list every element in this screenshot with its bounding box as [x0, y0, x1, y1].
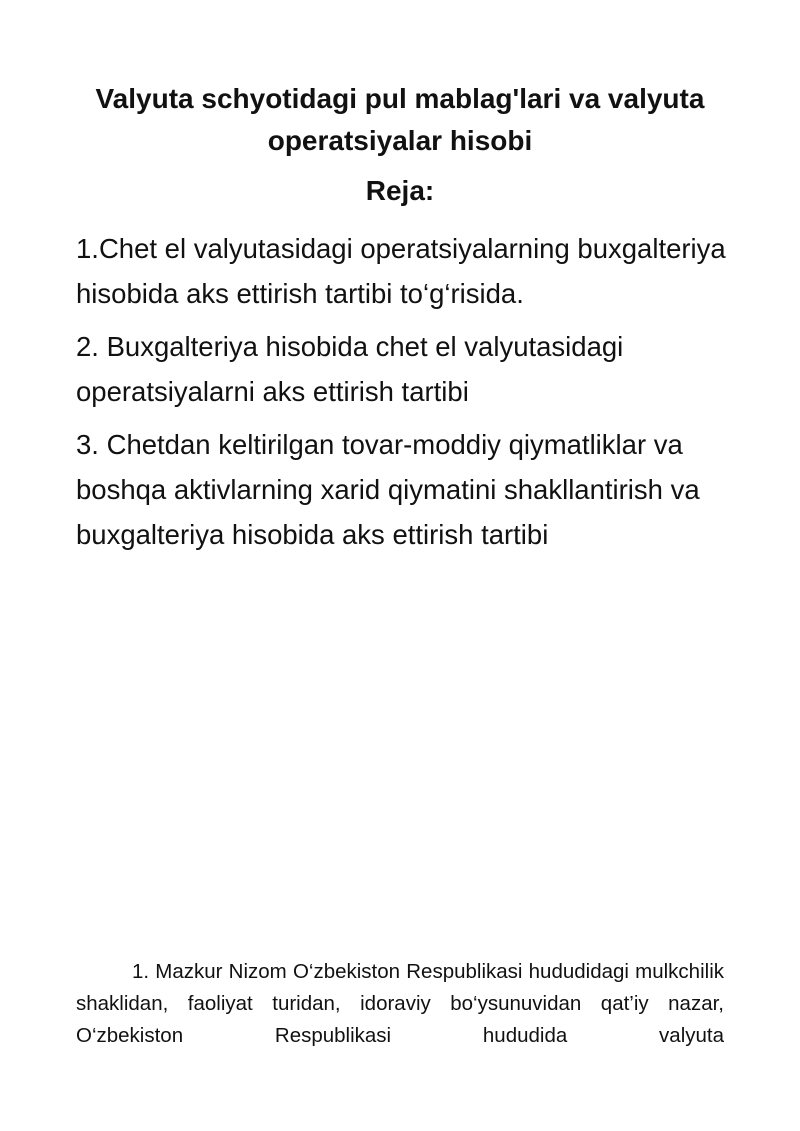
body-paragraph: 1. Mazkur Nizom O‘zbekiston Respublikasi hududidagi mulkchilik shaklidan, faoliyat turidan, idoraviy bo‘ysunuvidan qat’iy nazar, O‘zbekiston Respublikasi hududida valyuta [76, 960, 724, 1047]
plan-item-number: 1. [76, 233, 99, 264]
plan-item-text: Buxgalteriya hisobida chet el valyutasidagi operatsiyalarni aks ettirish tartibi [76, 331, 624, 407]
document-title: Valyuta schyotidagi pul mablag'lari va valyuta operatsiyalar hisobi [95, 83, 705, 156]
plan-heading: Reja: [365, 175, 435, 206]
plan-item-3 [76, 422, 741, 557]
plan-item-1 [76, 226, 741, 316]
plan-item-2 [76, 324, 741, 414]
plan-item-number: 3. [76, 429, 99, 460]
plan-item-text: Chetdan keltirilgan tovar-moddiy qiymatliklar va boshqa aktivlarning xarid qiymatini shakllantirish va buxgalteriya hisobida aks ettirish tartibi [76, 429, 700, 550]
plan-list [76, 226, 741, 557]
plan-item-number: 2. [76, 331, 99, 362]
plan-item-text: Chet el valyutasidagi operatsiyalarning buxgalteriya hisobida aks ettirish tartibi to‘g‘risida. [76, 233, 726, 309]
